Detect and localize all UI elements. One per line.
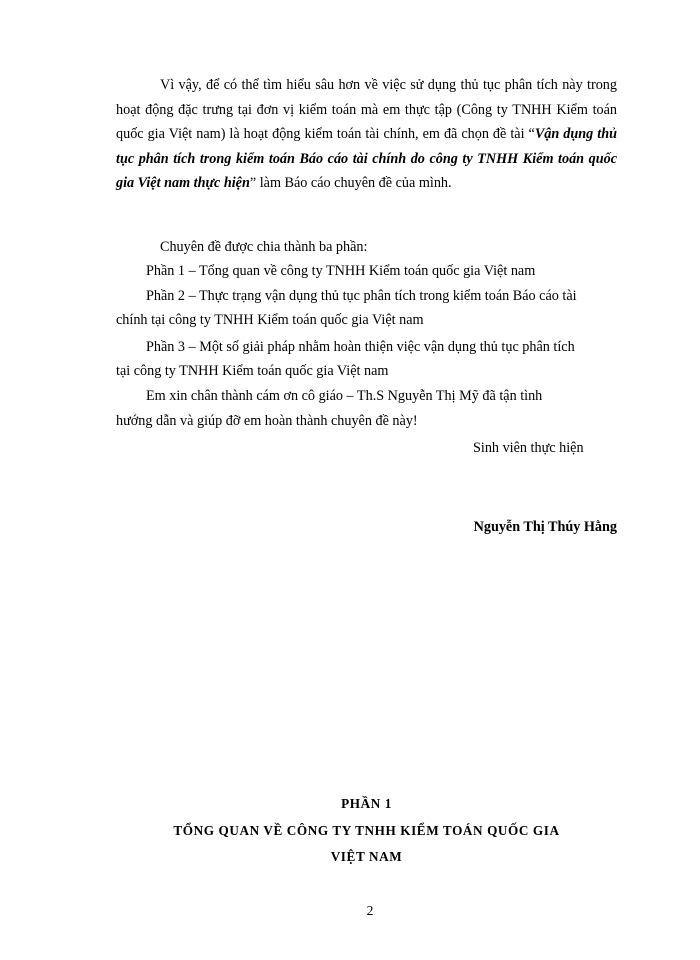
page-number: 2 bbox=[366, 903, 374, 918]
signature-name: Nguyễn Thị Thúy Hằng bbox=[473, 519, 617, 535]
section-title-line-2: VIỆT NAM bbox=[330, 849, 403, 864]
signature-role: Sinh viên thực hiện bbox=[473, 440, 584, 456]
acknowledgement-line-2: hướng dẫn và giúp đỡ em hoàn thành chuyên đề này! bbox=[116, 413, 418, 429]
section-title-line-1: TỔNG QUAN VỀ CÔNG TY TNHH KIỂM TOÁN QUỐC GIA bbox=[173, 823, 560, 838]
intro-paragraph bbox=[116, 73, 617, 196]
part-1-item: Phần 1 – Tổng quan về công ty TNHH Kiểm toán quốc gia Việt nam bbox=[146, 263, 536, 279]
structure-lead: Chuyên đề được chia thành ba phần: bbox=[160, 239, 368, 255]
intro-text-before: Vì vậy, để có thể tìm hiểu sâu hơn về việc sử dụng thủ tục phân tích này trong hoạt động đặc trưng tại đơn vị kiểm toán mà em thực tập (Công ty TNHH Kiểm toán quốc gia Việt nam) là hoạt động kiểm toán tài chính, em đã chọn đề tài “ bbox=[116, 77, 617, 142]
section-part-heading: PHẦN 1 bbox=[341, 796, 392, 811]
part-3-item-line-2: tại công ty TNHH Kiểm toán quốc gia Việt nam bbox=[116, 363, 389, 379]
part-2-item-line-2: chính tại công ty TNHH Kiểm toán quốc gia Việt nam bbox=[116, 312, 424, 328]
acknowledgement-line-1: Em xin chân thành cám ơn cô giáo – Th.S Nguyễn Thị Mỹ đã tận tình bbox=[146, 388, 543, 404]
intro-text-after: ” làm Báo cáo chuyên đề của mình. bbox=[249, 175, 452, 191]
thesis-topic: Vận dụng thủ tục phân tích trong kiểm toán Báo cáo tài chính do công ty TNHH Kiểm toán quốc gia Việt nam thực hiện bbox=[116, 126, 617, 191]
part-3-item-line-1: Phần 3 – Một số giải pháp nhằm hoàn thiện việc vận dụng thủ tục phân tích bbox=[146, 339, 575, 355]
part-2-item-line-1: Phần 2 – Thực trạng vận dụng thủ tục phân tích trong kiểm toán Báo cáo tài bbox=[146, 288, 577, 304]
